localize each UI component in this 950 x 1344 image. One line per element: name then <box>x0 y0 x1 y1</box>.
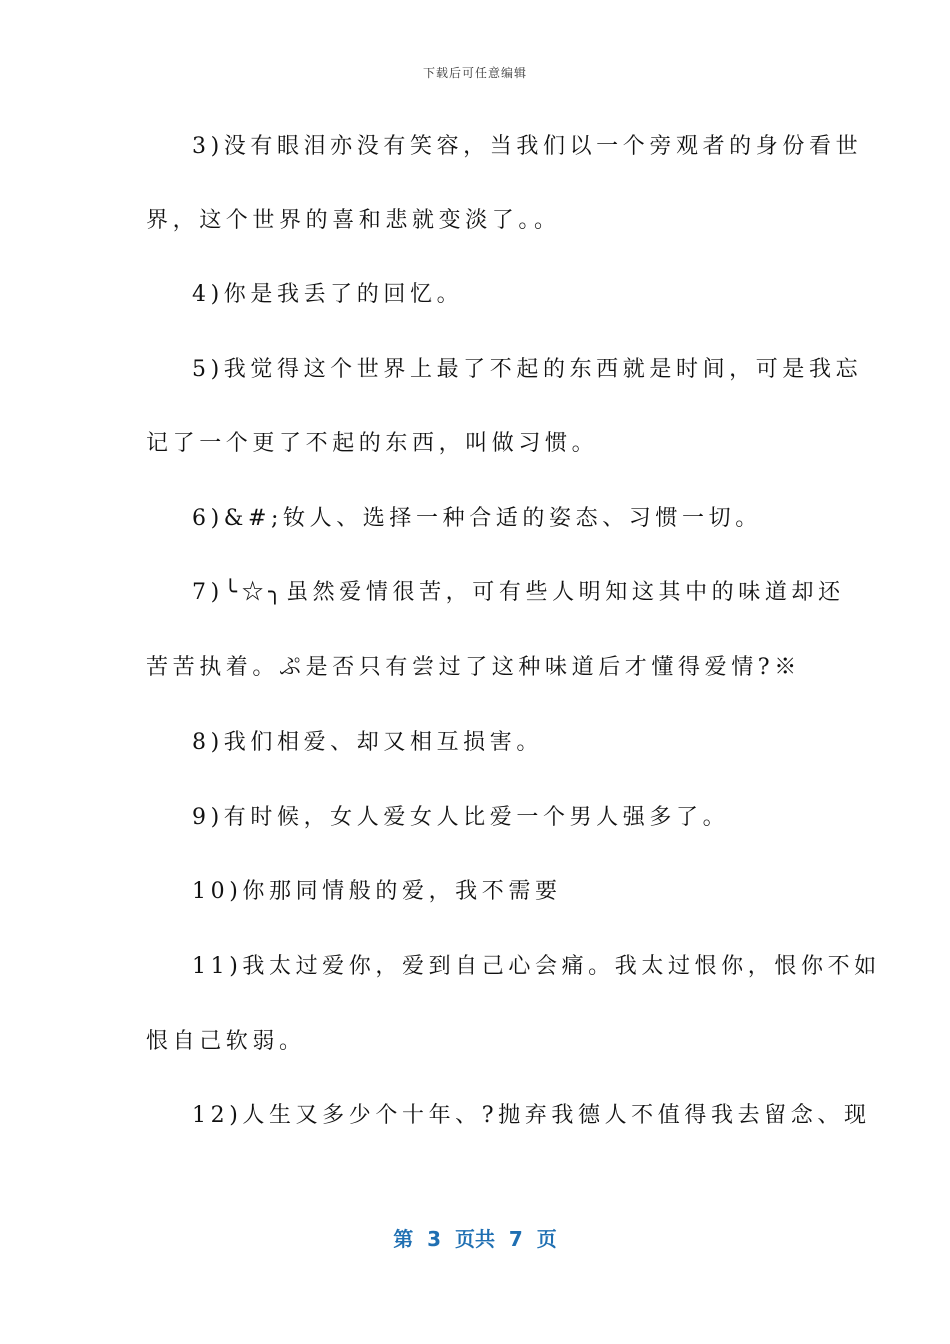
text-line: 恨自己软弱。 <box>146 1029 306 1054</box>
text-line: 5)我觉得这个世界上最了不起的东西就是时间，可是我忘 <box>192 357 863 382</box>
page-footer: 第 3 页共 7 页 <box>393 1227 557 1251</box>
text-line: 苦苦执着。ぷ是否只有尝过了这种味道后才懂得爱情?※ <box>146 655 801 680</box>
text-line: 7)╰☆╮虽然爱情很苦，可有些人明知这其中的味道却还 <box>192 580 845 605</box>
text-line: 9)有时候，女人爱女人比爱一个男人强多了。 <box>192 805 730 830</box>
text-line: 界，这个世界的喜和悲就变淡了。。 <box>146 208 561 233</box>
text-line: 12)人生又多少个十年、?抛弃我德人不值得我去留念、现 <box>192 1103 871 1128</box>
text-line: 4)你是我丢了的回忆。 <box>192 282 464 307</box>
text-line: 6)&#;钕人、选择一种合适的姿态、习惯一切。 <box>192 506 762 531</box>
page-header: 下载后可任意编辑 <box>422 66 527 80</box>
text-line: 8)我们相爱、却又相互损害。 <box>192 730 543 755</box>
text-line: 11)我太过爱你，爱到自己心会痛。我太过恨你，恨你不如 <box>192 954 881 979</box>
text-line: 10)你那同情般的爱，我不需要 <box>192 879 562 904</box>
text-line: 3)没有眼泪亦没有笑容，当我们以一个旁观者的身份看世 <box>192 134 863 159</box>
text-line: 记了一个更了不起的东西，叫做习惯。 <box>146 431 599 456</box>
